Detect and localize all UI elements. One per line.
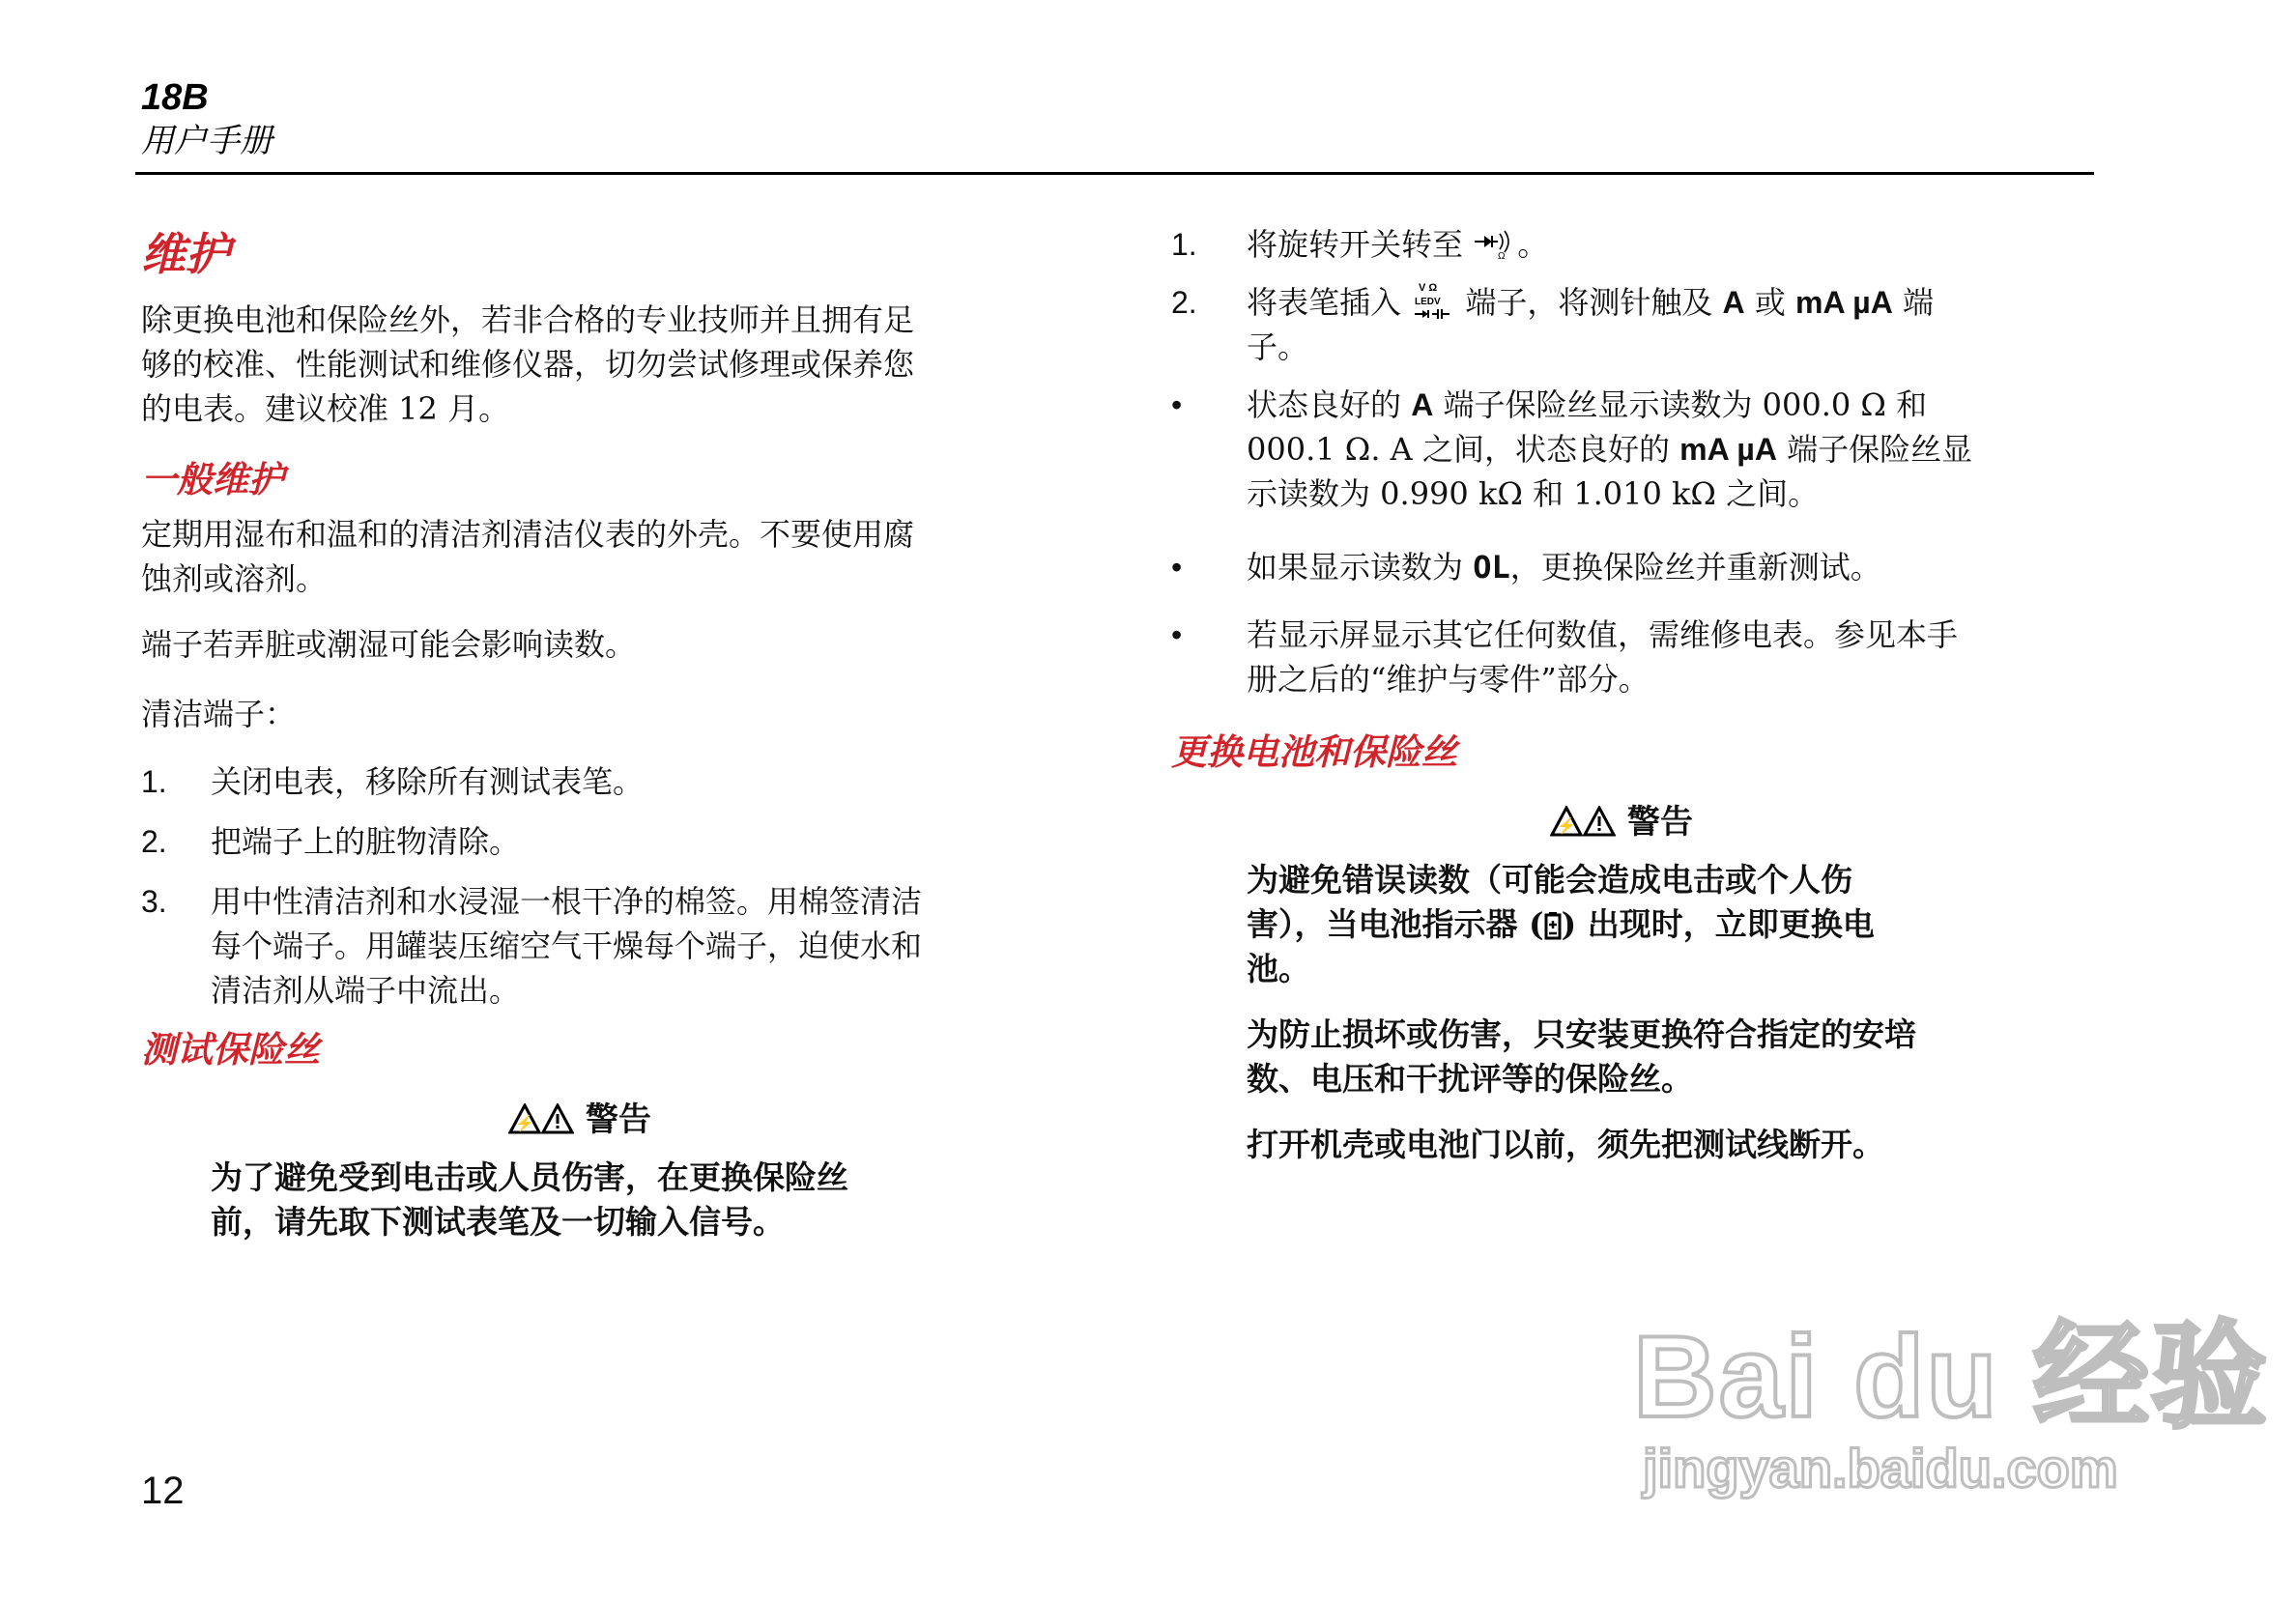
fuse-step	[1171, 280, 2089, 369]
text-run: 端	[1892, 284, 1935, 321]
step-text	[211, 879, 922, 1013]
bullet-dot: •	[1171, 387, 1183, 422]
overload-display-label: OL	[1473, 549, 1510, 586]
cleaning-step	[141, 759, 1030, 804]
warning-line: 为防止损坏或伤害，只安装更换符合指定的安培	[1247, 1015, 1916, 1053]
intro-line: 的电表。建议校准 12 月。	[141, 390, 510, 427]
warning-triangle-icon	[1583, 806, 1616, 837]
cleaning-step	[141, 879, 1030, 1014]
step-number: 2.	[141, 824, 167, 859]
warning-line: 为了避免受到电击或人员伤害，在更换保险丝	[211, 1158, 848, 1196]
warning-title	[508, 1098, 651, 1142]
svg-text:⚡: ⚡	[515, 1116, 534, 1132]
baidu-jingyan-watermark	[1633, 1246, 2270, 1527]
disconnect-warning: 打开机壳或电池门以前，须先把测试线断开。	[1247, 1126, 1884, 1163]
terminal-a-label: A	[1411, 387, 1434, 422]
battery-icon	[1544, 911, 1562, 940]
text-run: 端子保险丝显	[1776, 431, 1973, 468]
text-run: ) 出现时，立即更换电	[1561, 905, 1875, 943]
paragraph-line: 蚀剂或溶剂。	[141, 560, 328, 597]
step-text	[1247, 222, 1548, 267]
bullet-line: 册之后的“维护与零件”部分。	[1247, 661, 1650, 698]
header-rule	[135, 172, 2094, 175]
svg-text:Ω: Ω	[1498, 251, 1506, 261]
watermark-url: jingyan.baidu.com	[1643, 1438, 2118, 1499]
fuse-bullet	[1171, 613, 2089, 701]
text-run: 害），当电池指示器 (	[1247, 905, 1544, 943]
step-line: 用中性清洁剂和水浸湿一根干净的棉签。用棉签清洁	[211, 883, 923, 920]
bullet-text	[1247, 613, 1958, 701]
step-line: 清洁剂从端子中流出。	[211, 972, 521, 1009]
fuse-rating-warning	[1247, 1013, 2039, 1101]
warning-triangle-icon	[541, 1103, 574, 1134]
warning-label: 警告	[585, 1100, 651, 1139]
section-title-maintenance: 维护	[141, 229, 230, 279]
text-run: 。	[1517, 226, 1549, 263]
product-model: 18B	[141, 77, 209, 118]
heading-replace-battery-fuse: 更换电池和保险丝	[1171, 732, 1457, 772]
text-run: 将表笔插入	[1247, 284, 1412, 321]
svg-text:⚡: ⚡	[1557, 818, 1576, 835]
intro-paragraph	[141, 298, 1030, 431]
manual-subtitle: 用户手册	[141, 122, 273, 160]
svg-text:LEDV: LEDV	[1415, 297, 1441, 307]
hazard-triangle-icon	[1550, 806, 1583, 837]
bullet-dot: •	[1171, 550, 1183, 585]
fuse-bullet	[1171, 545, 2089, 589]
warning-line: 前，请先取下测试表笔及一切输入信号。	[211, 1203, 785, 1241]
text-run: 或	[1744, 284, 1796, 321]
warning-line: 池。	[1247, 950, 1310, 987]
text-run: 将旋转开关转至	[1247, 226, 1474, 263]
step-number: 1.	[141, 764, 167, 799]
text-run: 000.1 Ω. A 之间，状态良好的	[1247, 431, 1680, 468]
cleaning-step	[141, 819, 1030, 864]
bullet-dot: •	[1171, 617, 1183, 652]
intro-line: 够的校准、性能测试和维修仪器，切勿尝试修理或保养您	[141, 346, 915, 383]
step-number: 3.	[141, 884, 167, 919]
warning-label: 警告	[1626, 803, 1693, 842]
terminal-a-label: A	[1722, 285, 1745, 320]
bullet-text	[1247, 383, 1972, 516]
v-ohm-led-diode-terminal-icon	[1411, 280, 1455, 323]
fuse-warning-text	[211, 1156, 945, 1244]
text-run: ，更换保险丝并重新测试。	[1509, 549, 1881, 586]
step-line: 每个端子。用罐装压缩空气干燥每个端子，迫使水和	[211, 928, 923, 964]
page-number: 12	[141, 1470, 185, 1512]
heading-general-maintenance: 一般维护	[141, 460, 284, 500]
warning-title	[1550, 800, 1693, 844]
hazard-triangle-icon	[508, 1103, 541, 1134]
step-line: 子。	[1247, 329, 1309, 365]
general-paragraph-3: 清洁端子：	[141, 696, 297, 732]
heading-test-fuse: 测试保险丝	[141, 1030, 320, 1070]
step-number: 2.	[1171, 285, 1197, 320]
general-paragraph-1	[141, 512, 1030, 601]
svg-text:V Ω: V Ω	[1419, 282, 1438, 294]
battery-warning-text	[1247, 858, 2039, 991]
text-run: 如果显示读数为	[1247, 549, 1474, 586]
general-paragraph-2: 端子若弄脏或潮湿可能会影响读数。	[141, 626, 637, 663]
intro-line: 除更换电池和保险丝外，若非合格的专业技师并且拥有足	[141, 301, 915, 338]
paragraph-line: 定期用湿布和温和的清洁剂清洁仪表的外壳。不要使用腐	[141, 516, 915, 553]
bullet-line: 若显示屏显示其它任何数值，需维修电表。参见本手	[1247, 616, 1959, 653]
text-run: 端子保险丝显示读数为 000.0 Ω 和	[1433, 386, 1928, 423]
step-text	[1247, 280, 1934, 369]
bullet-line: 示读数为 0.990 kΩ 和 1.010 kΩ 之间。	[1247, 475, 1820, 512]
page-header	[141, 75, 273, 162]
terminal-ma-ua-label: mA µA	[1795, 285, 1893, 320]
terminal-ma-ua-label: mA µA	[1679, 432, 1777, 467]
step-text: 关闭电表，移除所有测试表笔。	[211, 763, 645, 800]
step-number: 1.	[1171, 227, 1197, 262]
bullet-text	[1247, 545, 1881, 589]
diode-continuity-icon	[1473, 228, 1517, 261]
warning-line: 为避免错误读数（可能会造成电击或个人伤	[1247, 861, 1852, 899]
step-text: 把端子上的脏物清除。	[211, 823, 521, 860]
fuse-bullet	[1171, 383, 2089, 518]
fuse-step	[1171, 222, 2089, 267]
warning-line: 数、电压和干扰评等的保险丝。	[1247, 1060, 1693, 1098]
text-run: 状态良好的	[1247, 386, 1412, 423]
watermark-logo: Bai du 经验	[1633, 1312, 2270, 1442]
text-run: 端子，将测针触及	[1455, 284, 1723, 321]
